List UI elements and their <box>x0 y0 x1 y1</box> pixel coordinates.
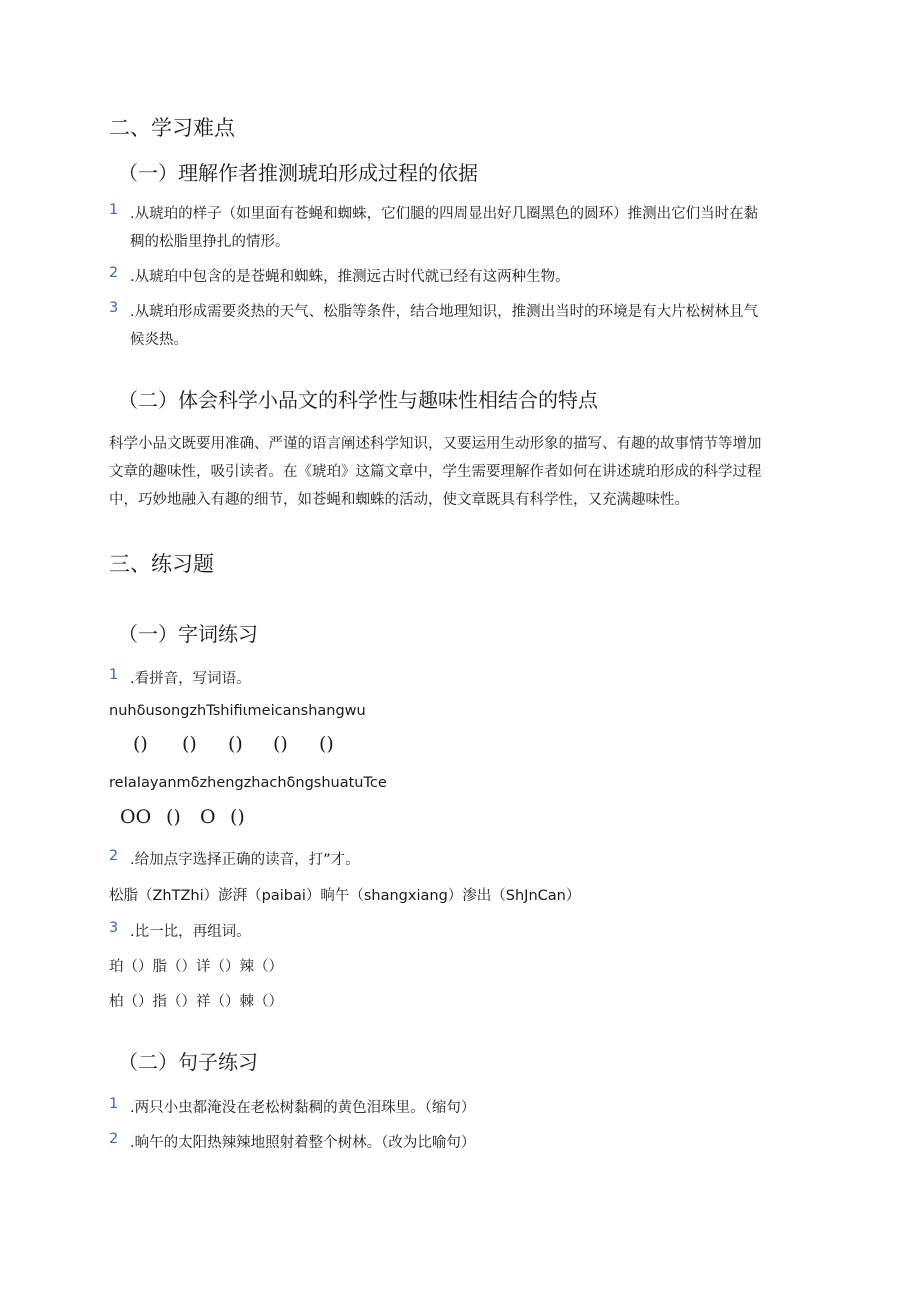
paragraph-line: 中，巧妙地融入有趣的细节，如苍蝇和蜘蛛的活动，使文章既具有科学性，又充满趣味性。 <box>109 492 689 508</box>
subsection-title-vocabulary: （一）字词练习 <box>118 622 258 646</box>
list-item-text: .从琥珀形成需要炎热的天气、松脂等条件，结合地理知识，推测出当时的环境是有大片松树林且气 <box>130 304 759 320</box>
list-number: 2 <box>109 265 119 281</box>
question-text: .晌午的太阳热辣辣地照射着整个树林。（改为比喻句） <box>130 1135 476 1151</box>
subsection-title-sentences: （二）句子练习 <box>118 1050 258 1074</box>
question-text: .看拼音，写词语。 <box>130 671 251 687</box>
list-item-text-continued: 候炎热。 <box>130 332 188 348</box>
list-item-text: .从琥珀的样子（如里面有苍蝇和蜘蛛，它们腿的四周显出好几圈黑色的圆环）推测出它们当时在黏 <box>130 206 759 222</box>
answer-blank: () <box>166 806 181 828</box>
compare-words-line: 柏（）指（）祥（）棘（） <box>109 994 283 1010</box>
compare-words-line: 珀（）脂（）详（）辣（） <box>109 959 283 975</box>
pronunciation-options: 松脂（ZhTZhi）澎湃（paibai）晌午（shangxiang）渗出（ShJnCan） <box>109 888 581 904</box>
answer-blank: O <box>200 806 216 828</box>
list-item-text-continued: 稠的松脂里挣扎的情形。 <box>130 234 290 250</box>
subsection-title-features: （二）体会科学小品文的科学性与趣味性相结合的特点 <box>118 388 598 412</box>
list-number: 1 <box>109 202 119 218</box>
list-item-text: .从琥珀中包含的是苍蝇和蜘蛛，推测远古时代就已经有这两种生物。 <box>130 269 570 285</box>
answer-blank: () <box>273 733 288 755</box>
question-number: 1 <box>109 667 119 683</box>
question-number: 2 <box>109 1131 119 1147</box>
answer-blank: () <box>133 733 148 755</box>
question-number: 1 <box>109 1096 119 1112</box>
answer-blank: () <box>230 806 245 828</box>
list-number: 3 <box>109 300 119 316</box>
question-text: .比一比，再组词。 <box>130 924 251 940</box>
pinyin-line: reIaIayanmδzhengzhachδngshuatuTce <box>109 775 387 791</box>
paragraph-line: 科学小品文既要用准确、严谨的语言阐述科学知识，又要运用生动形象的描写、有趣的故事情节等增加 <box>109 436 762 452</box>
question-number: 3 <box>109 920 119 936</box>
section-title-difficulties: 二、学习难点 <box>109 116 235 140</box>
answer-blank: () <box>182 733 197 755</box>
answer-blank: () <box>228 733 243 755</box>
subsection-title-inference: （一）理解作者推测琥珀形成过程的依据 <box>118 161 478 185</box>
question-text: .给加点字选择正确的读音，打”才。 <box>130 852 360 868</box>
question-number: 2 <box>109 848 119 864</box>
pinyin-line: nuhδusongzhTshifiιmeicanshangwu <box>109 703 366 719</box>
question-text: .两只小虫都淹没在老松树黏稠的黄色泪珠里。（缩句） <box>130 1100 476 1116</box>
answer-blank: OO <box>120 806 152 828</box>
section-title-exercises: 三、练习题 <box>109 552 214 576</box>
answer-blank: () <box>319 733 334 755</box>
paragraph-line: 文章的趣味性，吸引读者。在《琥珀》这篇文章中，学生需要理解作者如何在讲述琥珀形成的科学过程 <box>109 464 762 480</box>
